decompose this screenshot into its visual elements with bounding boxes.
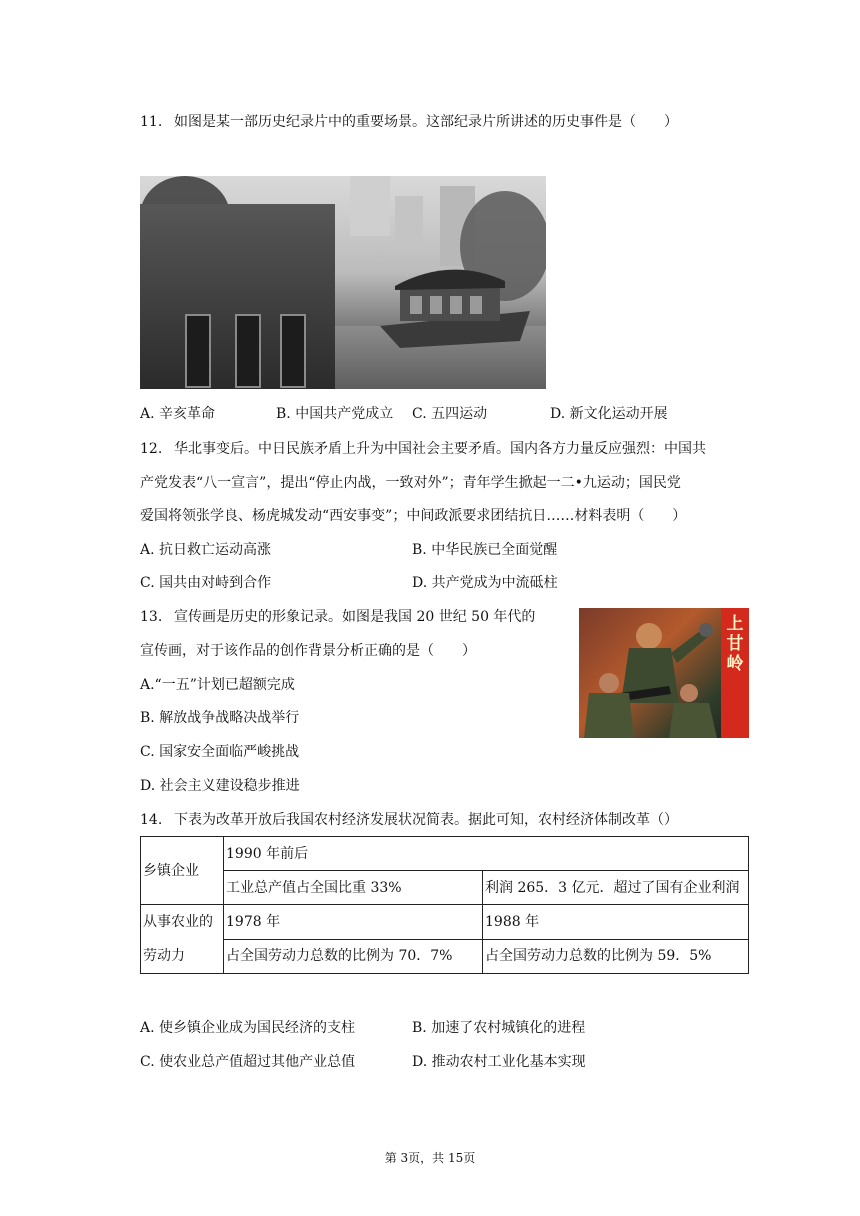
question-number: 11.	[140, 114, 163, 130]
q11-option-c[interactable]: C. 五四运动	[412, 406, 488, 422]
question-12-stem	[140, 439, 706, 459]
q12-option-d[interactable]: D. 共产党成为中流砥柱	[412, 575, 558, 591]
q11-option-b[interactable]: B. 中国共产党成立	[276, 406, 394, 422]
table-cell: 1988 年	[483, 905, 749, 940]
table-cell: 占全国劳动力总数的比例为 59．5%	[483, 939, 749, 974]
question-text: 如图是某一部历史纪录片中的重要场景。这部纪录片所讲述的历史事件是（ ）	[174, 114, 678, 130]
q14-option-c[interactable]: C. 使农业总产值超过其他产业总值	[140, 1054, 356, 1070]
q12-option-c[interactable]: C. 国共由对峙到合作	[140, 575, 272, 591]
question-13-stem-line2: 宣传画，对于该作品的创作背景分析正确的是（ ）	[140, 643, 476, 659]
q13-option-a[interactable]: A.“一五”计划已超额完成	[140, 677, 295, 693]
q13-option-b[interactable]: B. 解放战争战略决战举行	[140, 710, 300, 726]
page-footer: 第 3页，共 15页	[384, 1151, 476, 1165]
q13-option-d[interactable]: D. 社会主义建设稳步推进	[140, 778, 300, 794]
table-cell: 1990 年前后	[224, 837, 749, 871]
question-number: 14.	[140, 812, 163, 828]
q11-option-d[interactable]: D. 新文化运动开展	[550, 406, 668, 422]
q12-option-a[interactable]: A. 抗日救亡运动高涨	[140, 542, 272, 558]
table-cell: 利润 265．3 亿元．超过了国有企业利润	[483, 871, 749, 905]
q14-option-d[interactable]: D. 推动农村工业化基本实现	[412, 1054, 586, 1070]
q12-option-b[interactable]: B. 中华民族已全面觉醒	[412, 542, 558, 558]
question-text: 宣传画是历史的形象记录。如图是我国 20 世纪 50 年代的	[174, 609, 536, 625]
q11-option-a[interactable]: A. 辛亥革命	[140, 406, 216, 422]
table-cell: 工业总产值占全国比重 33%	[224, 871, 483, 905]
table-row-head	[141, 905, 224, 974]
question-text: 华北事变后。中日民族矛盾上升为中国社会主要矛盾。国内各方力量反应强烈：中国共	[174, 441, 706, 457]
table-row-head-line: 劳动力	[143, 948, 185, 964]
question-number: 12.	[140, 441, 163, 457]
table-cell: 1978 年	[224, 905, 483, 940]
question-number: 13.	[140, 609, 163, 625]
question-12-stem-line3: 爱国将领张学良、杨虎城发动“西安事变”；中间政派要求团结抗日……材料表明（ ）	[140, 508, 687, 524]
table-cell: 占全国劳动力总数的比例为 70．7%	[224, 939, 483, 974]
question-13-stem	[140, 607, 535, 627]
poster-title: 上甘岭	[726, 614, 744, 674]
question-text: 下表为改革开放后我国农村经济发展状况简表。据此可知，农村经济体制改革（）	[174, 812, 678, 828]
question-12-stem-line2: 产党发表“八一宣言”，提出“停止内战，一致对外”；青年学生掀起一二•九运动；国民党	[140, 475, 681, 491]
table-row-head-line: 从事农业的	[143, 914, 213, 930]
question-14-stem	[140, 810, 678, 830]
q14-option-b[interactable]: B. 加速了农村城镇化的进程	[412, 1020, 586, 1036]
q14-option-a[interactable]: A. 使乡镇企业成为国民经济的支柱	[140, 1020, 356, 1036]
photo-red-boat-memorial	[140, 176, 546, 389]
propaganda-poster-image	[579, 608, 749, 738]
q13-option-c[interactable]: C. 国家安全面临严峻挑战	[140, 744, 300, 760]
question-11-stem	[140, 112, 678, 132]
rural-economy-table	[140, 836, 749, 974]
table-row-head: 乡镇企业	[141, 837, 224, 905]
